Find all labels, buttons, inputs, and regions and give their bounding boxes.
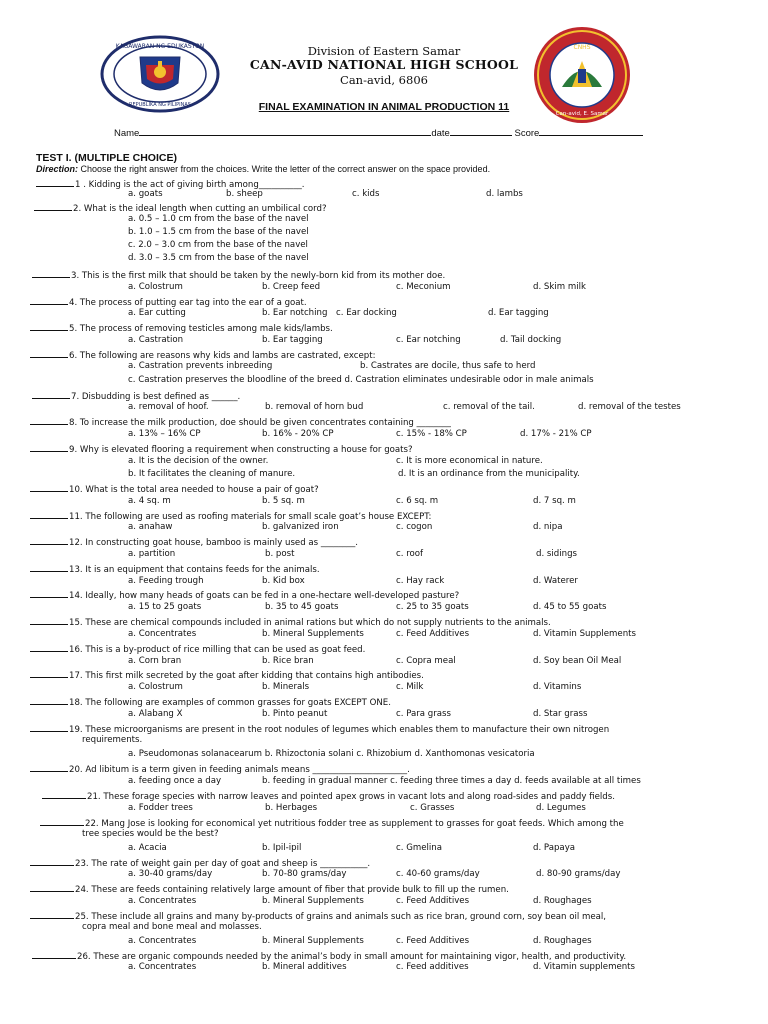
question-text-13: 13. It is an equipment that contains feeds for the animals. bbox=[69, 565, 320, 575]
answer-blank-16[interactable] bbox=[30, 642, 68, 652]
question-text-3: 3. This is the first milk that should be taken by the newly-born kid from its mother doe. bbox=[71, 271, 446, 281]
option-24-0[interactable]: a. Concentrates bbox=[128, 896, 197, 906]
name-field[interactable] bbox=[139, 126, 431, 136]
question-9 bbox=[30, 442, 413, 456]
question-25 bbox=[30, 909, 606, 923]
question-3 bbox=[32, 268, 445, 282]
answer-blank-6[interactable] bbox=[30, 348, 68, 358]
option-2-2[interactable]: c. 2.0 – 3.0 cm from the base of the navel bbox=[128, 240, 308, 250]
direction-label: Direction: bbox=[36, 164, 79, 174]
question-text-20: 20. Ad libitum is a term given in feeding animals means ______________________. bbox=[69, 765, 410, 775]
question-text-22: 22. Mang Jose is looking for economical yet nutritious fodder tree as supplement to grasses for goat feeds. Which among the bbox=[85, 819, 624, 829]
question-text-12: 12. In constructing goat house, bamboo is mainly used as ________. bbox=[69, 538, 358, 548]
question-text-23: 23. The rate of weight gain per day of goat and sheep is ___________. bbox=[75, 859, 371, 869]
option-22-1[interactable]: b. Ipil-ipil bbox=[262, 843, 302, 853]
question-13 bbox=[30, 562, 320, 576]
option-5-1[interactable]: b. Ear tagging bbox=[262, 335, 323, 345]
question-text-9: 9. Why is elevated flooring a requirement when constructing a house for goats? bbox=[69, 445, 413, 455]
answer-blank-11[interactable] bbox=[30, 509, 68, 519]
question-15 bbox=[30, 615, 551, 629]
option-11-1[interactable]: b. galvanized iron bbox=[262, 522, 339, 532]
option-21-3[interactable]: d. Legumes bbox=[536, 803, 586, 813]
answer-blank-2[interactable] bbox=[34, 201, 72, 211]
option-16-3[interactable]: d. Soy bean Oil Meal bbox=[533, 656, 622, 666]
option-22-3[interactable]: d. Papaya bbox=[533, 843, 576, 853]
question-text-6: 6. The following are reasons why kids and lambs are castrated, except: bbox=[69, 351, 376, 361]
test-title: TEST I. (MULTIPLE CHOICE) bbox=[36, 152, 177, 164]
answer-blank-25[interactable] bbox=[30, 909, 74, 919]
question-14 bbox=[30, 588, 459, 602]
question-26 bbox=[32, 949, 626, 963]
option-23-3[interactable]: d. 80-90 grams/day bbox=[536, 869, 621, 879]
option-17-0[interactable]: a. Colostrum bbox=[128, 682, 183, 692]
question-10 bbox=[30, 482, 319, 496]
option-2-1[interactable]: b. 1.0 – 1.5 cm from the base of the navel bbox=[128, 227, 309, 237]
question-text-5: 5. The process of removing testicles among male kids/lambs. bbox=[69, 324, 333, 334]
option-5-0[interactable]: a. Castration bbox=[128, 335, 184, 345]
option-14-2[interactable]: c. 25 to 35 goats bbox=[396, 602, 469, 612]
option-18-3[interactable]: d. Star grass bbox=[533, 709, 588, 719]
svg-text:KAGAWARAN NG EDUKASYON: KAGAWARAN NG EDUKASYON bbox=[115, 43, 205, 50]
school-name: CAN-AVID NATIONAL HIGH SCHOOL bbox=[249, 57, 519, 72]
answer-blank-3[interactable] bbox=[32, 268, 70, 278]
option-16-0[interactable]: a. Corn bran bbox=[128, 656, 182, 666]
question-text-7: 7. Disbudding is best defined as ______. bbox=[71, 392, 241, 402]
answer-blank-5[interactable] bbox=[30, 321, 68, 331]
name-label: Name bbox=[114, 128, 140, 139]
question-21 bbox=[42, 789, 615, 803]
question-text-11: 11. The following are used as roofing materials for small scale goat’s house EXCEPT: bbox=[69, 512, 432, 522]
answer-blank-12[interactable] bbox=[30, 535, 68, 545]
option-7-3[interactable]: d. removal of the testes bbox=[578, 402, 681, 412]
option-15-0[interactable]: a. Concentrates bbox=[128, 629, 197, 639]
question-text-25: 25. These include all grains and many by-products of grains and animals such as rice bran, ground corn, soy bean oil meal, bbox=[75, 912, 607, 922]
option-26-2[interactable]: c. Feed additives bbox=[396, 962, 469, 972]
option-11-2[interactable]: c. cogon bbox=[396, 522, 433, 532]
question-continuation-22: tree species would be the best? bbox=[82, 829, 219, 839]
option-18-1[interactable]: b. Pinto peanut bbox=[262, 709, 328, 719]
question-text-14: 14. Ideally, how many heads of goats can be fed in a one-hectare well-developed pasture? bbox=[69, 591, 460, 601]
option-17-3[interactable]: d. Vitamins bbox=[533, 682, 582, 692]
question-text-8: 8. To increase the milk production, doe should be given concentrates containing ________ bbox=[69, 418, 451, 428]
option-2-0[interactable]: a. 0.5 – 1.0 cm from the base of the navel bbox=[128, 214, 309, 224]
option-4-0[interactable]: a. Ear cutting bbox=[128, 308, 186, 318]
question-text-4: 4. The process of putting ear tag into the ear of a goat. bbox=[69, 298, 307, 308]
date-label: date bbox=[431, 128, 450, 139]
option-23-2[interactable]: c. 40-60 grams/day bbox=[396, 869, 480, 879]
question-2 bbox=[34, 201, 327, 215]
option-11-0[interactable]: a. anahaw bbox=[128, 522, 173, 532]
answer-blank-9[interactable] bbox=[30, 442, 68, 452]
option-26-0[interactable]: a. Concentrates bbox=[128, 962, 197, 972]
direction-text: Choose the right answer from the choices. Write the letter of the correct answer on the space provided. bbox=[80, 164, 491, 174]
option-1-1[interactable]: b. sheep bbox=[226, 189, 263, 199]
option-12-0[interactable]: a. partition bbox=[128, 549, 176, 559]
question-text-15: 15. These are chemical compounds included in animal rations but which do not supply nutrients to the animals. bbox=[69, 618, 551, 628]
option-26-3[interactable]: d. Vitamin supplements bbox=[533, 962, 636, 972]
option-13-3[interactable]: d. Waterer bbox=[533, 576, 578, 586]
option-5-3[interactable]: d. Tail docking bbox=[500, 335, 562, 345]
option-15-1[interactable]: b. Mineral Supplements bbox=[262, 629, 364, 639]
answer-blank-15[interactable] bbox=[30, 615, 68, 625]
option-4-2[interactable]: c. Ear docking bbox=[336, 308, 397, 318]
option-25-2[interactable]: c. Feed Additives bbox=[396, 936, 470, 946]
question-6 bbox=[30, 348, 375, 362]
option-16-2[interactable]: c. Copra meal bbox=[396, 656, 456, 666]
option-11-3[interactable]: d. nipa bbox=[533, 522, 563, 532]
option-3-2[interactable]: c. Meconium bbox=[396, 282, 451, 292]
option-10-2[interactable]: c. 6 sq. m bbox=[396, 496, 439, 506]
option-14-3[interactable]: d. 45 to 55 goats bbox=[533, 602, 607, 612]
option-9-2[interactable]: b. It facilitates the cleaning of manure. bbox=[128, 469, 296, 479]
option-8-1[interactable]: b. 16% - 20% CP bbox=[262, 429, 334, 439]
question-16 bbox=[30, 642, 365, 656]
answer-blank-14[interactable] bbox=[30, 588, 68, 598]
option-7-1[interactable]: b. removal of horn bud bbox=[265, 402, 364, 412]
option-9-3[interactable]: d. It is an ordinance from the municipality. bbox=[398, 469, 580, 479]
option-13-2[interactable]: c. Hay rack bbox=[396, 576, 445, 586]
question-20 bbox=[30, 762, 410, 776]
answer-blank-4[interactable] bbox=[30, 295, 68, 305]
svg-text:Can-avid, E. Samar: Can-avid, E. Samar bbox=[555, 111, 609, 117]
question-text-18: 18. The following are examples of common grasses for goats EXCEPT ONE. bbox=[69, 698, 391, 708]
question-text-26: 26. These are organic compounds needed by the animal’s body in small amount for maintaining vigor, health, and productivity. bbox=[77, 952, 627, 962]
answer-blank-26[interactable] bbox=[32, 949, 76, 959]
option-9-0[interactable]: a. It is the decision of the owner. bbox=[128, 456, 269, 466]
division-name: Division of Eastern Samar bbox=[307, 44, 461, 58]
option-23-0[interactable]: a. 30-40 grams/day bbox=[128, 869, 213, 879]
answer-blank-22[interactable] bbox=[40, 816, 84, 826]
option-8-3[interactable]: d. 17% - 21% CP bbox=[520, 429, 592, 439]
question-text-10: 10. What is the total area needed to house a pair of goat? bbox=[69, 485, 319, 495]
option-16-1[interactable]: b. Rice bran bbox=[262, 656, 314, 666]
question-1 bbox=[36, 177, 305, 191]
question-17 bbox=[30, 668, 424, 682]
option-6-2[interactable]: c. Castration preserves the bloodline of the breed d. Castration eliminates undesirable odor in male animals bbox=[128, 375, 594, 385]
score-field[interactable] bbox=[539, 126, 643, 136]
option-22-2[interactable]: c. Gmelina bbox=[396, 843, 442, 853]
question-4 bbox=[30, 295, 307, 309]
question-text-17: 17. This first milk secreted by the goat after kidding that contains high antibodies. bbox=[69, 671, 424, 681]
option-10-0[interactable]: a. 4 sq. m bbox=[128, 496, 171, 506]
option-1-2[interactable]: c. kids bbox=[352, 189, 380, 199]
option-24-2[interactable]: c. Feed Additives bbox=[396, 896, 470, 906]
question-text-2: 2. What is the ideal length when cutting an umbilical cord? bbox=[73, 204, 327, 214]
date-field[interactable] bbox=[450, 126, 512, 136]
option-3-3[interactable]: d. Skim milk bbox=[533, 282, 586, 292]
question-text-19: 19. These microorganisms are present in the root nodules of legumes which enables them to manufacture their own nitrogen bbox=[69, 725, 610, 735]
option-18-0[interactable]: a. Alabang X bbox=[128, 709, 183, 719]
option-24-1[interactable]: b. Mineral Supplements bbox=[262, 896, 364, 906]
question-continuation-19: requirements. bbox=[82, 735, 143, 745]
school-address: Can-avid, 6806 bbox=[340, 73, 428, 87]
option-10-3[interactable]: d. 7 sq. m bbox=[533, 496, 576, 506]
question-text-24: 24. These are feeds containing relatively large amount of fiber that provide bulk to fill up the rumen. bbox=[75, 885, 509, 895]
answer-blank-1[interactable] bbox=[36, 177, 74, 187]
option-13-1[interactable]: b. Kid box bbox=[262, 576, 305, 586]
option-25-3[interactable]: d. Roughages bbox=[533, 936, 592, 946]
option-21-0[interactable]: a. Fodder trees bbox=[128, 803, 193, 813]
question-5 bbox=[30, 321, 333, 335]
question-continuation-25: copra meal and bone meal and molasses. bbox=[82, 922, 262, 932]
svg-text:REPUBLIKA NG PILIPINAS: REPUBLIKA NG PILIPINAS bbox=[129, 102, 191, 108]
answer-blank-21[interactable] bbox=[42, 789, 86, 799]
score-label: Score bbox=[514, 128, 540, 139]
option-14-1[interactable]: b. 35 to 45 goats bbox=[265, 602, 339, 612]
option-18-2[interactable]: c. Para grass bbox=[396, 709, 451, 719]
option-15-3[interactable]: d. Vitamin Supplements bbox=[533, 629, 637, 639]
option-20-1[interactable]: b. feeding in gradual manner c. feeding three times a day d. feeds available at all times bbox=[262, 776, 641, 786]
option-10-1[interactable]: b. 5 sq. m bbox=[262, 496, 305, 506]
option-14-0[interactable]: a. 15 to 25 goats bbox=[128, 602, 202, 612]
option-26-1[interactable]: b. Mineral additives bbox=[262, 962, 347, 972]
option-12-2[interactable]: c. roof bbox=[396, 549, 424, 559]
option-21-1[interactable]: b. Herbages bbox=[265, 803, 318, 813]
option-24-3[interactable]: d. Roughages bbox=[533, 896, 592, 906]
question-23 bbox=[30, 856, 370, 870]
student-info-line bbox=[114, 126, 643, 139]
answer-blank-20[interactable] bbox=[30, 762, 68, 772]
exam-title: FINAL EXAMINATION IN ANIMAL PRODUCTION 11 bbox=[258, 101, 510, 113]
option-20-0[interactable]: a. feeding once a day bbox=[128, 776, 222, 786]
option-8-2[interactable]: c. 15% - 18% CP bbox=[396, 429, 467, 439]
option-1-3[interactable]: d. lambs bbox=[486, 189, 523, 199]
option-12-3[interactable]: d. sidings bbox=[536, 549, 578, 559]
option-8-0[interactable]: a. 13% – 16% CP bbox=[128, 429, 201, 439]
option-15-2[interactable]: c. Feed Additives bbox=[396, 629, 470, 639]
option-6-0[interactable]: a. Castration prevents inbreeding bbox=[128, 361, 273, 371]
answer-blank-8[interactable] bbox=[30, 415, 68, 425]
option-21-2[interactable]: c. Grasses bbox=[410, 803, 455, 813]
question-text-16: 16. This is a by-product of rice milling that can be used as goat feed. bbox=[69, 645, 366, 655]
option-19-0[interactable]: a. Pseudomonas solanacearum b. Rhizoctonia solani c. Rhizobium d. Xanthomonas vesicatoria bbox=[128, 749, 535, 759]
option-4-1[interactable]: b. Ear notching bbox=[262, 308, 328, 318]
option-5-2[interactable]: c. Ear notching bbox=[396, 335, 461, 345]
answer-blank-24[interactable] bbox=[30, 882, 74, 892]
question-22 bbox=[40, 816, 624, 830]
option-17-1[interactable]: b. Minerals bbox=[262, 682, 310, 692]
option-25-1[interactable]: b. Mineral Supplements bbox=[262, 936, 364, 946]
question-text-21: 21. These forage species with narrow leaves and pointed apex grows in vacant lots and along road-sides and paddy fields. bbox=[87, 792, 615, 802]
option-17-2[interactable]: c. Milk bbox=[396, 682, 424, 692]
answer-blank-13[interactable] bbox=[30, 562, 68, 572]
option-3-0[interactable]: a. Colostrum bbox=[128, 282, 183, 292]
question-7 bbox=[32, 389, 240, 403]
question-8 bbox=[30, 415, 451, 429]
question-11 bbox=[30, 509, 431, 523]
answer-blank-18[interactable] bbox=[30, 695, 68, 705]
option-6-1[interactable]: b. Castrates are docile, thus safe to herd bbox=[360, 361, 536, 371]
question-19 bbox=[30, 722, 609, 736]
option-7-2[interactable]: c. removal of the tail. bbox=[443, 402, 535, 412]
option-3-1[interactable]: b. Creep feed bbox=[262, 282, 321, 292]
question-18 bbox=[30, 695, 391, 709]
direction-line bbox=[36, 164, 490, 174]
option-4-3[interactable]: d. Ear tagging bbox=[488, 308, 549, 318]
answer-blank-10[interactable] bbox=[30, 482, 68, 492]
option-9-1[interactable]: c. It is more economical in nature. bbox=[396, 456, 543, 466]
svg-text:CNHS: CNHS bbox=[573, 44, 591, 51]
question-24 bbox=[30, 882, 509, 896]
answer-blank-7[interactable] bbox=[32, 389, 70, 399]
option-12-1[interactable]: b. post bbox=[265, 549, 295, 559]
option-23-1[interactable]: b. 70-80 grams/day bbox=[262, 869, 347, 879]
answer-blank-17[interactable] bbox=[30, 668, 68, 678]
answer-blank-23[interactable] bbox=[30, 856, 74, 866]
option-25-0[interactable]: a. Concentrates bbox=[128, 936, 197, 946]
answer-blank-19[interactable] bbox=[30, 722, 68, 732]
option-7-0[interactable]: a. removal of hoof. bbox=[128, 402, 209, 412]
question-12 bbox=[30, 535, 358, 549]
question-text-1: 1 . Kidding is the act of giving birth among__________. bbox=[75, 180, 305, 190]
option-1-0[interactable]: a. goats bbox=[128, 189, 163, 199]
option-22-0[interactable]: a. Acacia bbox=[128, 843, 167, 853]
option-13-0[interactable]: a. Feeding trough bbox=[128, 576, 204, 586]
option-2-3[interactable]: d. 3.0 – 3.5 cm from the base of the navel bbox=[128, 253, 309, 263]
